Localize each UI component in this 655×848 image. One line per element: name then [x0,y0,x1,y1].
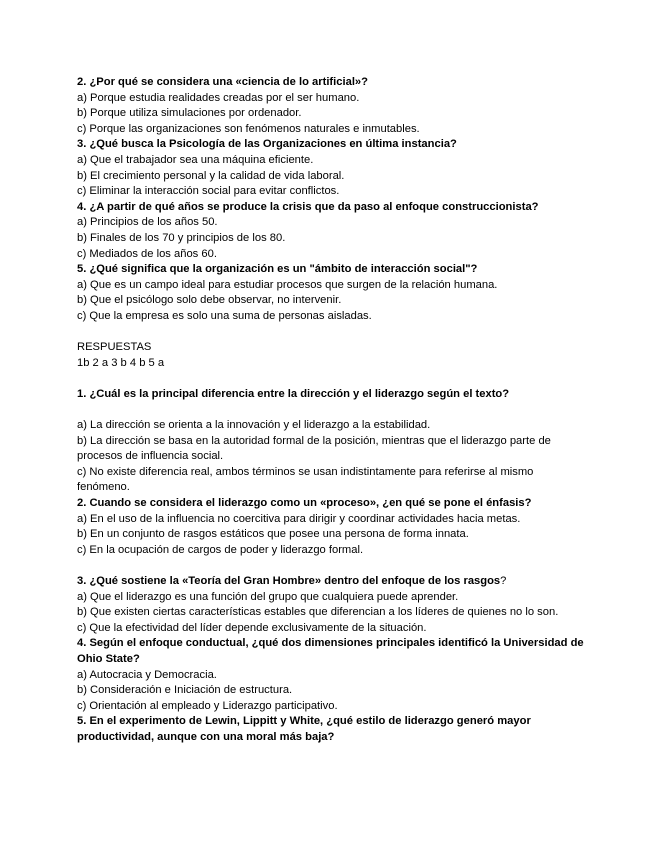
blank-line [77,371,587,387]
question-text: 2. Cuando se considera el liderazgo como un «proceso», ¿en qué se pone el énfasis? [77,497,532,510]
answer-option: c) En la ocupación de cargos de poder y liderazgo formal. [77,543,364,556]
question-text: 2. ¿Por qué se considera una «ciencia de lo artificial»? [77,76,368,88]
answer-option: b) Que existen ciertas características estables que diferencian a los líderes de quienes no lo son. [77,606,559,619]
question-block [77,636,587,714]
question-text: 5. En el experimento de Lewin, Lippitt y White, ¿qué estilo de liderazgo generó mayor productividad, aunque con una moral más baja? [77,715,531,743]
question-text: 4. Según el enfoque conductual, ¿qué dos dimensiones principales identificó la Universidad de Ohio State? [77,637,584,665]
answer-option: a) Porque estudia realidades creadas por el ser humano. [77,91,360,104]
answer-option: a) Principios de los años 50. [77,216,218,229]
answers-block [77,340,587,371]
answers-text: 1b 2 a 3 b 4 b 5 a [77,356,165,369]
question-block [77,75,587,137]
answer-option: c) Porque las organizaciones son fenómenos naturales e inmutables. [77,122,420,135]
answer-option: c) Que la empresa es solo una suma de personas aisladas. [77,309,372,322]
question-block [77,262,587,324]
question-block [77,496,587,558]
answer-option: a) La dirección se orienta a la innovación y el liderazgo a la estabilidad. [77,419,431,432]
answer-option: a) Autocracia y Democracia. [77,668,217,681]
question-text: 4. ¿A partir de qué años se produce la crisis que da paso al enfoque construccionista? [77,200,539,213]
answer-option: c) Orientación al empleado y Liderazgo participativo. [77,699,338,712]
question-block [77,714,587,745]
answer-option: c) No existe diferencia real, ambos términos se usan indistintamente para referirse al mismo fenómeno. [77,465,534,494]
question-text: 5. ¿Qué significa que la organización es un "ámbito de interacción social"? [77,263,478,276]
answer-option: b) La dirección se basa en la autoridad formal de la posición, mientras que el liderazgo parte de procesos de influencia social. [77,434,551,463]
answer-option: c) Eliminar la interacción social para evitar conflictos. [77,185,340,198]
question-text: 3. ¿Qué busca la Psicología de las Organizaciones en última instancia? [77,138,457,151]
answer-option: c) Que la efectividad del líder depende exclusivamente de la situación. [77,621,427,634]
answer-option: c) Mediados de los años 60. [77,247,217,260]
question-block [77,387,587,496]
question-mark: ? [500,575,507,587]
document-page [77,75,587,746]
question-text [77,574,587,590]
answer-option: b) Consideración e Iniciación de estructura. [77,684,293,697]
answer-option: a) Que es un campo ideal para estudiar procesos que surgen de la relación humana. [77,278,498,291]
blank-line [77,325,587,341]
blank-line [77,558,587,574]
answer-option: b) Finales de los 70 y principios de los 80. [77,231,286,244]
question-text-bold: 3. ¿Qué sostiene la «Teoría del Gran Hombre» dentro del enfoque de los rasgos [77,575,501,587]
answer-option: b) Que el psicólogo solo debe observar, no intervenir. [77,294,342,307]
answer-option: b) El crecimiento personal y la calidad de vida laboral. [77,169,345,182]
question-block [77,200,587,262]
answer-option: b) Porque utiliza simulaciones por ordenador. [77,107,302,120]
question-block [77,574,587,636]
answer-option: a) Que el trabajador sea una máquina eficiente. [77,153,314,166]
answers-heading: RESPUESTAS [77,341,152,354]
answer-option: a) Que el liderazgo es una función del grupo que cualquiera puede aprender. [77,590,459,603]
answer-option: a) En el uso de la influencia no coercitiva para dirigir y coordinar actividades hacia metas. [77,512,521,525]
question-text: 1. ¿Cuál es la principal diferencia entre la dirección y el liderazgo según el texto? [77,387,510,400]
blank-line [77,402,587,418]
answer-option: b) En un conjunto de rasgos estáticos que posee una persona de forma innata. [77,528,469,541]
question-block [77,137,587,199]
